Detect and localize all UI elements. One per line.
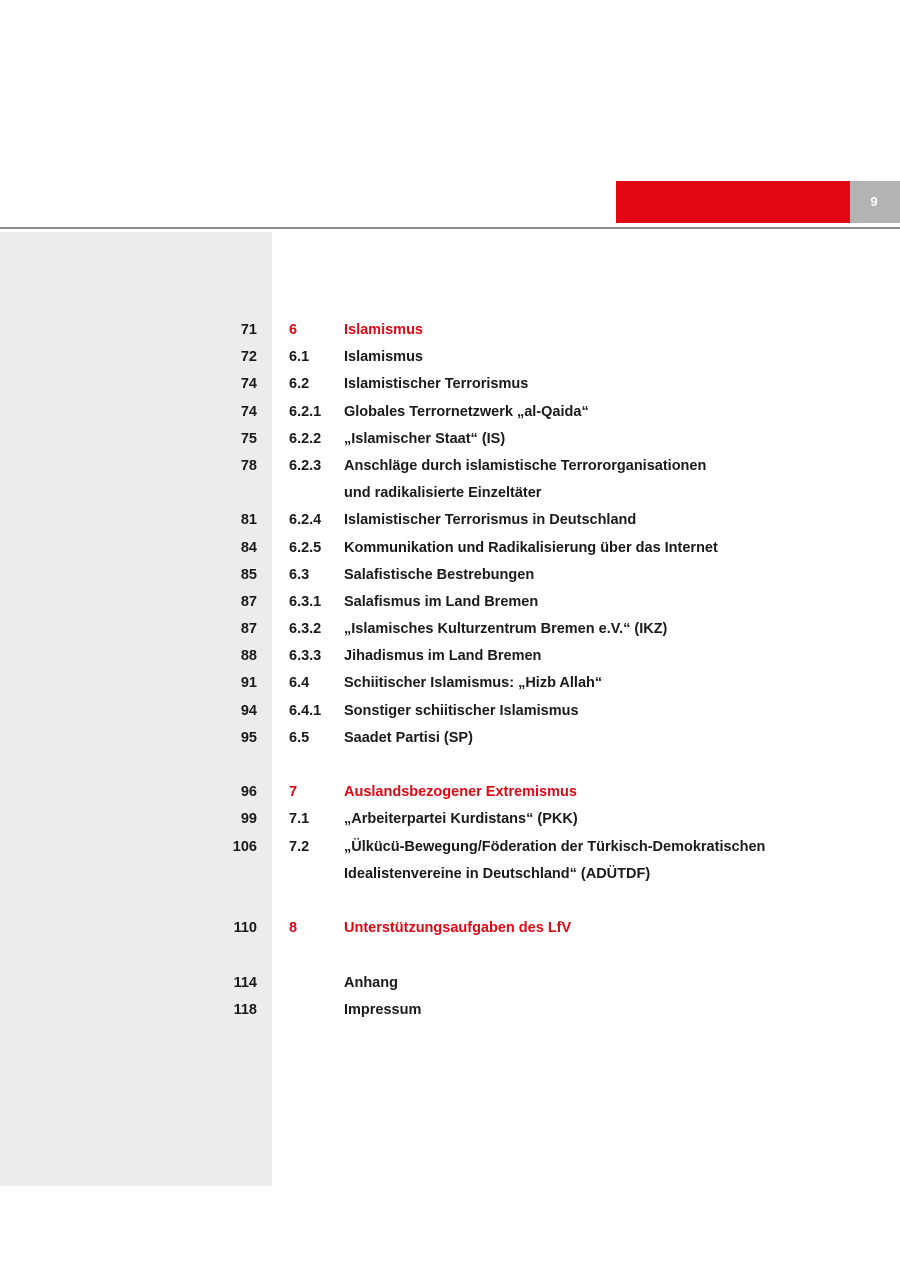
toc-page-number: 88 — [240, 648, 257, 665]
toc-page-number: 106 — [232, 838, 257, 855]
header-red-bar — [616, 181, 850, 223]
toc-section-title: „Arbeiterpartei Kurdistans“ (PKK) — [344, 811, 578, 828]
toc-row[interactable] — [0, 371, 900, 398]
toc-section-title: Anhang — [344, 974, 398, 991]
toc-section-number: 6.2.1 — [289, 403, 322, 420]
toc-page-number: 71 — [240, 322, 257, 338]
toc-row[interactable] — [0, 589, 900, 616]
toc-page-number: 81 — [240, 512, 257, 529]
toc-row[interactable] — [0, 426, 900, 453]
toc-section-number: 6.2.5 — [289, 539, 322, 556]
toc-section-title: „Islamischer Staat“ (IS) — [344, 430, 506, 447]
page-number: 9 — [850, 181, 900, 223]
toc-section-number: 6.4 — [289, 675, 310, 692]
toc-section-number: 6.3 — [289, 566, 310, 583]
toc-page-number: 78 — [240, 457, 257, 474]
table-of-contents — [0, 317, 900, 1024]
toc-section-number: 6.3.3 — [289, 648, 322, 665]
toc-section-title: Schiitischer Islamismus: „Hizb Allah“ — [344, 675, 603, 692]
toc-section-title: Auslandsbezogener Extremismus — [344, 784, 577, 801]
toc-row[interactable] — [0, 480, 900, 507]
toc-row[interactable] — [0, 453, 900, 480]
toc-section-number: 6.3.1 — [289, 593, 322, 610]
toc-section-number: 6.4.1 — [289, 702, 322, 719]
toc-section-title: „Ülkücü-Bewegung/Föderation der Türkisch-Demokratischen — [344, 838, 766, 855]
toc-section-number: 7.1 — [289, 811, 310, 828]
toc-row[interactable] — [0, 399, 900, 426]
toc-page-number: 75 — [240, 430, 257, 447]
toc-section-title: Salafismus im Land Bremen — [344, 593, 539, 610]
toc-page-number: 72 — [240, 349, 257, 366]
toc-page-number: 87 — [240, 621, 257, 638]
toc-section-number: 7 — [289, 784, 298, 801]
toc-section-title: Saadet Partisi (SP) — [344, 729, 473, 746]
toc-page-number: 96 — [240, 784, 257, 801]
toc-row[interactable] — [0, 834, 900, 861]
toc-spacer — [0, 888, 900, 915]
toc-row[interactable] — [0, 616, 900, 643]
toc-section-number: 6.5 — [289, 729, 310, 746]
toc-section-number: 6.2.3 — [289, 457, 322, 474]
toc-page-number: 91 — [240, 675, 257, 692]
toc-page-number: 84 — [240, 539, 257, 556]
toc-section-title: Islamistischer Terrorismus in Deutschland — [344, 512, 637, 529]
toc-section-title: Islamistischer Terrorismus — [344, 376, 529, 393]
toc-row[interactable] — [0, 806, 900, 833]
toc-section-number: 7.2 — [289, 838, 310, 855]
toc-section-title: Idealistenvereine in Deutschland“ (ADÜTDF) — [344, 865, 651, 882]
toc-section-number: 6.2 — [289, 376, 310, 393]
toc-row[interactable] — [0, 725, 900, 752]
toc-section-title: Sonstiger schiitischer Islamismus — [344, 702, 579, 719]
toc-chapter-row[interactable] — [0, 915, 900, 942]
toc-section-title: Jihadismus im Land Bremen — [344, 648, 542, 665]
toc-section-title: Impressum — [344, 1001, 422, 1018]
toc-page-number: 110 — [233, 920, 257, 937]
toc-section-title: Globales Terrornetzwerk „al-Qaida“ — [344, 403, 589, 420]
toc-section-title: Kommunikation und Radikalisierung über das Internet — [344, 539, 718, 556]
toc-section-number: 6.2.4 — [289, 512, 322, 529]
toc-row[interactable] — [0, 698, 900, 725]
toc-row[interactable] — [0, 861, 900, 888]
toc-row[interactable] — [0, 643, 900, 670]
toc-section-number: 6.2.2 — [289, 430, 322, 447]
toc-section-number: 6.3.2 — [289, 621, 322, 638]
toc-chapter-row[interactable] — [0, 779, 900, 806]
toc-chapter-row[interactable] — [0, 317, 900, 344]
toc-row[interactable] — [0, 535, 900, 562]
toc-section-title: Salafistische Bestrebungen — [344, 566, 535, 583]
toc-page-number: 118 — [233, 1001, 257, 1018]
toc-page-number: 99 — [240, 811, 257, 828]
toc-section-title: Islamismus — [344, 322, 423, 338]
toc-page-number: 74 — [240, 376, 257, 393]
toc-page-number: 87 — [240, 593, 257, 610]
toc-section-number: 6.1 — [289, 349, 310, 366]
toc-row[interactable] — [0, 562, 900, 589]
toc-section-title: und radikalisierte Einzeltäter — [344, 485, 542, 502]
toc-page-number: 114 — [233, 974, 257, 991]
toc-spacer — [0, 942, 900, 969]
toc-row[interactable] — [0, 507, 900, 534]
toc-section-title: „Islamisches Kulturzentrum Bremen e.V.“ (IKZ) — [344, 621, 668, 638]
toc-page-number: 74 — [240, 403, 257, 420]
toc-page-number: 94 — [240, 702, 257, 719]
toc-page-number: 85 — [240, 566, 257, 583]
toc-section-number: 8 — [289, 920, 298, 937]
toc-spacer — [0, 752, 900, 779]
toc-row[interactable] — [0, 670, 900, 697]
toc-section-title: Islamismus — [344, 349, 423, 366]
toc-row[interactable] — [0, 344, 900, 371]
toc-row[interactable] — [0, 997, 900, 1024]
toc-section-number: 6 — [289, 322, 298, 338]
toc-row[interactable] — [0, 970, 900, 997]
toc-page-number: 95 — [240, 729, 257, 746]
toc-section-title: Anschläge durch islamistische Terrororganisationen — [344, 457, 707, 474]
header-rule — [0, 227, 900, 229]
toc-section-title: Unterstützungsaufgaben des LfV — [344, 920, 572, 937]
